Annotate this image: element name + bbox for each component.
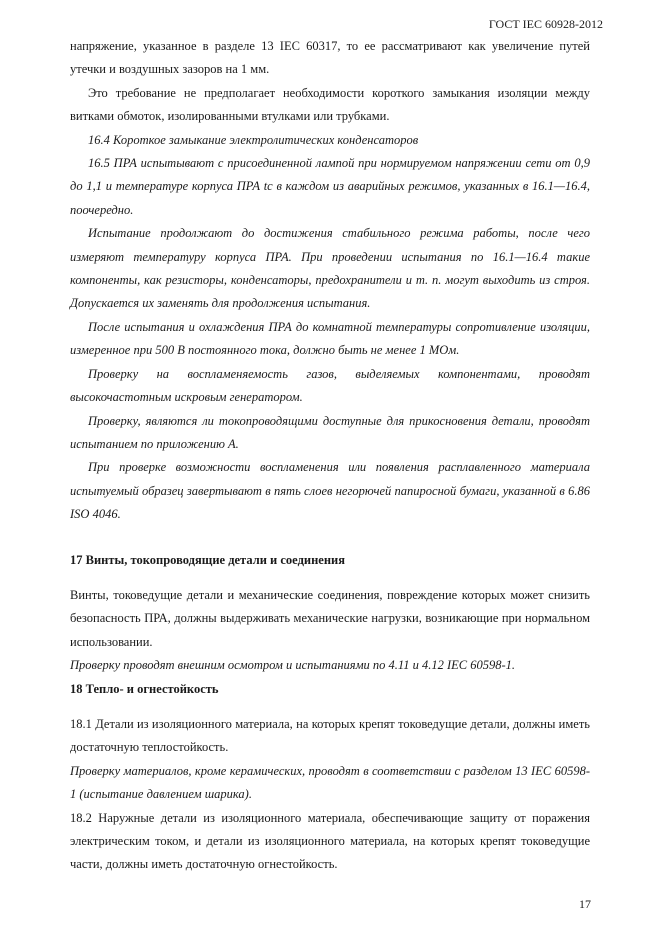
section-heading: 18 Тепло- и огнестойкость	[70, 681, 219, 696]
paragraph: 16.5 ПРА испытывают с присоединенной лампой при нормируемом напряжении сети от 0,9 до 1,1 и температуре корпуса ПРА tc в каждом из аварийных режимов, указанных в 16.1—16.4, поочередно.	[70, 156, 590, 217]
subsection-title: 16.4 Короткое замыкание электролитических конденсаторов	[88, 132, 419, 147]
page-number: 17	[579, 897, 591, 911]
paragraph: Проверку, являются ли токопроводящими доступные для прикосновения детали, проводят испытанием по приложению А.	[70, 413, 590, 451]
paragraph: Проверку материалов, кроме керамических, проводят в соответствии с разделом 13 IEC 60598-1 (испытание давлением шарика).	[70, 763, 590, 802]
paragraph: Это требование не предполагает необходимости короткого замыкания изоляции между витками обмоток, изолированными втулками или трубками.	[70, 85, 590, 124]
paragraph: Проверку на воспламеняемость газов, выделяемых компонентами, проводят высокочастотным искровым генератором.	[70, 366, 590, 405]
paragraph: При проверке возможности воспламенения или появления расплавленного материала испытуемый образец завертывают в пять слоев негорючей папиросной бумаги, указанной в 6.86 ISO 4046.	[70, 460, 590, 522]
page-body	[70, 35, 590, 877]
paragraph: 18.1 Детали из изоляционного материала, на которых крепят токоведущие детали, должны иметь достаточную теплостойкость.	[70, 716, 590, 755]
section-heading: 17 Винты, токопроводящие детали и соединения	[70, 552, 346, 567]
paragraph: 18.2 Наружные детали из изоляционного материала, обеспечивающие защиту от поражения электрическим током, и детали из изоляционного материала, на которых крепят токоведущие части, должны иметь достаточную огнестойкость.	[70, 810, 590, 872]
document-header: ГОСТ IEC 60928-2012	[488, 17, 603, 31]
paragraph: После испытания и охлаждения ПРА до комнатной температуры сопротивление изоляции, измеренное при 500 В постоянного тока, должно быть не менее 1 МОм.	[70, 319, 590, 358]
paragraph: напряжение, указанное в разделе 13 IEC 60317, то ее рассматривают как увеличение путей утечки и воздушных зазоров на 1 мм.	[70, 39, 590, 77]
paragraph: Испытание продолжают до достижения стабильного режима работы, после чего измеряют температуру корпуса ПРА. При проведении испытания по 16.1—16.4 такие компоненты, как резисторы, конденсаторы, предохранители и т. п. могут выходить из строя. Допускается их заменять для продолжения испытания.	[70, 226, 590, 311]
paragraph: Винты, токоведущие детали и механические соединения, повреждение которых может снизить безопасность ПРА, должны выдерживать механические нагрузки, возникающие при нормальном использовании.	[70, 587, 590, 649]
paragraph: Проверку проводят внешним осмотром и испытаниями по 4.11 и 4.12 IEC 60598-1.	[70, 658, 516, 673]
